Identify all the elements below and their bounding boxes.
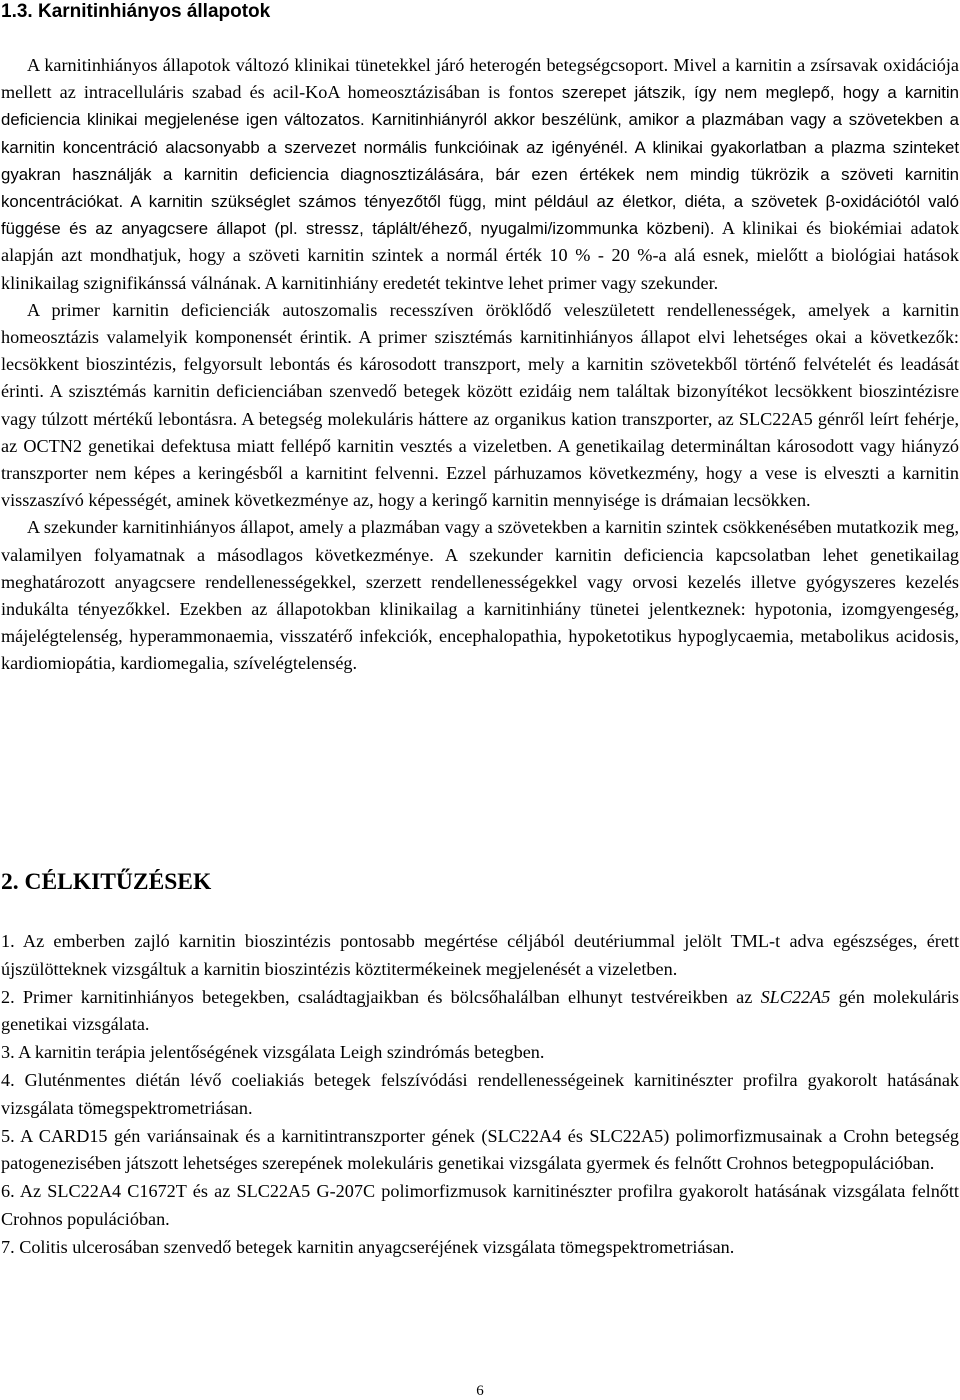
- paragraph-carnitine-deficiency-intro: [1, 52, 959, 297]
- goal-item-2: [1, 984, 959, 1039]
- goal-item-2-text: 2. Primer karnitinhiányos betegekben, családtagjaikban és bölcsőhalálban elhunyt testvéreikben az: [1, 986, 761, 1007]
- goal-item-1: 1. Az emberben zajló karnitin bioszintézis pontosabb megértése céljából deutériummal jelölt TML-t adva egészséges, érett újszülötteknek vizsgáltuk a karnitin bioszintézis köztitermékeinek megjelenését a vizeletben.: [1, 931, 959, 979]
- paragraph-primary-deficiency: A primer karnitin deficienciák autoszomalis recesszíven öröklődő veleszületett rendellenességek, amelyek a karnitin homeosztázis valamelyik komponensét érintik. A primer szisztémás karnitinhiányos állapot elvi lehetséges okai a következők: lecsökkent bioszintézis, felgyorsult lebontás és károsodott transzport, mely a karnitin szövetekből történő felvételét és leadását érinti. A szisztémás karnitin deficienciában szenvedő betegek között ezidáig nem találtak bizonyítékot lecsökkent bioszintézisre vagy túlzott mértékű lebontásra. A betegség molekuláris háttere az organikus kation transzporter, az SLC22A5 génről leírt fehérje, az OCTN2 genetikai defektusa miatt fellépő karnitin vesztés a vizeletben. A genetikailag determináltan károsodott vagy hiányzó transzporter nem képes a keringésből a karnitint felvenni. Ezzel párhuzamos következmény, hogy a vese is elveszti a karnitin visszaszívó képességét, aminek következménye az, hogy a keringő karnitin mennyisége is drámaian lecsökken.: [1, 299, 959, 511]
- section-body: [1, 52, 959, 678]
- paragraph-intro-text-end: A klinikai és biokémiai adatok alapján azt mondhatjuk, hogy a szöveti karnitin szintek a normál érték 10 % - 20 %-a alá esnek, mielőtt a biológiai hatások klinikailag szignifikánssá válnának. A karnitinhiány eredetét tekintve lehet primer vagy szekunder.: [1, 218, 959, 293]
- section-heading: 1.3. Karnitinhiányos állapotok: [1, 1, 271, 22]
- paragraph-intro-text: A karnitinhiányos állapotok változó klinikai tünetekkel járó heterogén betegségcsoport. Mivel a karnitin a zsírsavak oxidációja mellett az intracelluláris szabad és acil-KoA homeosztázisában is fontos: [1, 55, 959, 103]
- paragraph-secondary-deficiency: A szekunder karnitinhiányos állapot, amely a plazmában vagy a szövetekben a karnitin szintek csökkenésében mutatkozik meg, valamilyen folyamatnak a másodlagos következménye. A szekunder karnitin deficiencia kapcsolatban lehet genetikailag meghatározott anyagcsere rendellenességekkel, szerzett rendellenességekkel vagy orvosi kezelés illetve gyógyszeres kezelés indukálta tényezőkkel. Ezekben az állapotokban klinikailag a karnitinhiány tünetei jelentkeznek: hypotonia, izomgyengeség, májelégtelenség, hyperammonaemia, visszatérő infekciók, encephalopathia, hypoketotikus hypoglycaemia, metabolikus acidosis, kardiomiopátia, kardiomegalia, szívelégtelenség.: [1, 517, 959, 674]
- gene-name: SLC22A5: [760, 986, 831, 1007]
- goal-item-5: 5. A CARD15 gén variánsainak és a karnitintranszporter gének (SLC22A4 és SLC22A5) polimorfizmusainak a Crohn betegség patogenezisében játszott lehetséges szerepének molekuláris genetikai vizsgálata gyermek és felnőtt Crohnos betegpopulációban.: [1, 1125, 959, 1174]
- chapter-heading: 2. CÉLKITŰZÉSEK: [1, 869, 212, 895]
- goal-item-2-text-end: gén molekuláris genetikai vizsgálata.: [1, 986, 959, 1035]
- goal-item-6: 6. Az SLC22A4 C1672T és az SLC22A5 G-207C polimorfizmusok karnitinészter profilra gyakorolt hatásának vizsgálata felnőtt Crohnos populációban.: [1, 1181, 959, 1229]
- page-number: 6: [476, 1383, 484, 1399]
- goal-item-7: 7. Colitis ulcerosában szenvedő betegek karnitin anyagcseréjének vizsgálata tömegspektrometriásan.: [1, 1236, 735, 1257]
- goal-item-3: 3. A karnitin terápia jelentőségének vizsgálata Leigh szindrómás betegben.: [1, 1042, 545, 1063]
- goals-list: [1, 928, 959, 1262]
- paragraph-intro-text-sans: szerepet játszik, így nem meglepő, hogy a karnitin deficiencia klinikai megjelenése igen változatos. Karnitinhiányról akkor beszélünk, amikor a plazmában vagy a szövetekben a karnitin koncentráció alacsonyabb a szervezet normális funkcióinak az igényénél. A klinikai gyakorlatban a plazma szinteket gyakran használják a karnitin deficiencia diagnosztizálására, bár ezen értékek nem mindig tükrözik a szöveti karnitin koncentrációkat. A karnitin szükséglet számos tényezőtől függ, mint például az életkor, diéta, a szövetek β-oxidációtól való függése és az anyagcsere állapot (pl. stressz, táplált/éhező, nyugalmi/izommunka közbeni).: [1, 83, 959, 239]
- goal-item-4: 4. Gluténmentes diétán lévő coeliakiás betegek felszívódási rendellenességeinek karnitinészter profilra gyakorolt hatásának vizsgálata tömegspektrometriásan.: [1, 1070, 959, 1118]
